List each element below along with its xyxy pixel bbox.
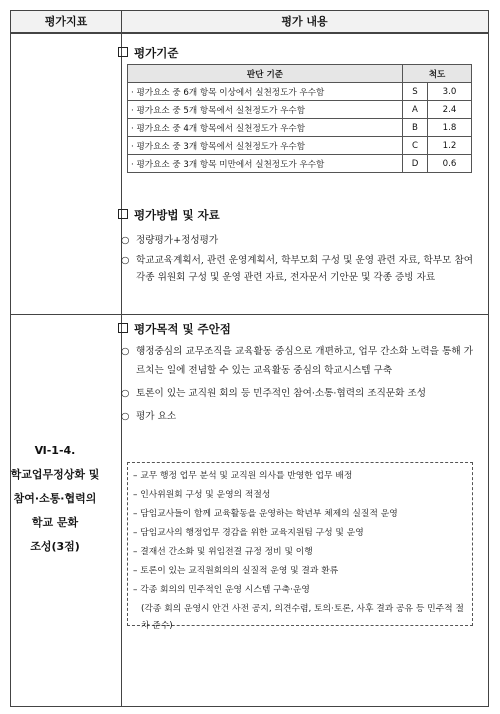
grade-cell: C xyxy=(403,137,428,155)
value-cell: 3.0 xyxy=(428,83,472,101)
circle-bullet-icon: ○ xyxy=(121,346,130,357)
value-cell: 0.6 xyxy=(428,155,472,173)
list-item: – 토론이 있는 교직원회의의 실질적 운영 및 결과 환류 xyxy=(133,566,339,576)
list-item: ○ 평가 요소 xyxy=(118,407,473,426)
criteria-table xyxy=(127,64,472,173)
purpose-list xyxy=(118,342,473,426)
list-item: ○ 학교교육계획서, 관련 운영계획서, 학부모회 구성 및 운영 관련 자료, 학부모 참여 각종 위원회 구성 및 운영 관련 자료, 전자문서 기안문 및 각종 증빙 자료 xyxy=(118,252,473,286)
method-heading: 평가방법 및 자료 xyxy=(118,207,220,223)
purpose-heading: 평가목적 및 주안점 xyxy=(118,321,231,337)
criteria-heading: 평가기준 xyxy=(118,45,178,61)
list-item: – 교무 행정 업무 분석 및 교직원 의사를 반영한 업무 배정 xyxy=(133,471,353,481)
criterion-cell: · 평가요소 중 3개 항목 미만에서 실천정도가 우수함 xyxy=(128,155,403,173)
list-item: ○ 행정중심의 교무조직을 교육활동 중심으로 개편하고, 업무 간소화 노력을 통해 가르치는 일에 전념할 수 있는 교육활동 중심의 학교시스템 구축 xyxy=(118,342,473,380)
table-row xyxy=(128,83,472,101)
criterion-cell: · 평가요소 중 5개 항목에서 실천정도가 우수함 xyxy=(128,101,403,119)
checkbox-square-icon xyxy=(118,47,128,57)
list-item: ○ 토론이 있는 교직원 회의 등 민주적인 참여·소통·협력의 조직문화 조성 xyxy=(118,384,473,403)
criteria-table-header xyxy=(128,65,472,83)
table-row xyxy=(128,137,472,155)
circle-bullet-icon: ○ xyxy=(121,255,130,266)
header-indicator: 평가지표 xyxy=(11,11,122,32)
grade-cell: S xyxy=(403,83,428,101)
value-cell: 2.4 xyxy=(428,101,472,119)
value-cell: 1.8 xyxy=(428,119,472,137)
header-content: 평가 내용 xyxy=(281,15,328,28)
list-item: – 담임교사의 행정업무 경감을 위한 교육지원팀 구성 및 운영 xyxy=(133,528,364,538)
list-item: – 결재선 간소화 및 위임전결 규정 정비 및 이행 xyxy=(133,547,313,557)
indicator-title: Ⅵ-1-4. 학교업무정상화 및 참여·소통·협력의 학교 문화 조성(3점) xyxy=(0,439,110,559)
scale-header: 척도 xyxy=(403,65,472,83)
grade-cell: A xyxy=(403,101,428,119)
value-cell: 1.2 xyxy=(428,137,472,155)
circle-bullet-icon: ○ xyxy=(121,235,130,246)
procedure-note: (각종 회의 운영시 안건 사전 공지, 의견수렴, 토의·토론, 사후 결과 공유 등 민주적 절차 준수) xyxy=(141,604,464,631)
list-item: – 인사위원회 구성 및 운영의 적절성 xyxy=(133,490,271,500)
criterion-cell: · 평가요소 중 3개 항목에서 실천정도가 우수함 xyxy=(128,137,403,155)
row-divider xyxy=(11,314,488,315)
list-item: – 각종 회의의 민주적인 운영 시스템 구축·운영 xyxy=(133,585,310,595)
checkbox-square-icon xyxy=(118,209,128,219)
list-item: – 담임교사들이 함께 교육활동을 운영하는 학년부 체제의 실질적 운영 xyxy=(133,509,398,519)
grade-cell: D xyxy=(403,155,428,173)
table-row xyxy=(128,101,472,119)
table-header xyxy=(11,11,488,34)
circle-bullet-icon: ○ xyxy=(121,411,130,422)
criterion-cell: · 평가요소 중 6개 항목 이상에서 실천정도가 우수함 xyxy=(128,83,403,101)
circle-bullet-icon: ○ xyxy=(121,388,130,399)
method-list xyxy=(118,232,473,286)
criterion-cell: · 평가요소 중 4개 항목에서 실천정도가 우수함 xyxy=(128,119,403,137)
indicator-number: Ⅵ-1-4. xyxy=(34,444,76,457)
checkbox-square-icon xyxy=(118,323,128,333)
evaluation-elements-box xyxy=(127,462,473,631)
list-item: ○ 정량평가+정성평가 xyxy=(118,232,473,249)
criterion-header: 판단 기준 xyxy=(128,65,403,83)
table-row xyxy=(128,119,472,137)
table-row xyxy=(128,155,472,173)
grade-cell: B xyxy=(403,119,428,137)
